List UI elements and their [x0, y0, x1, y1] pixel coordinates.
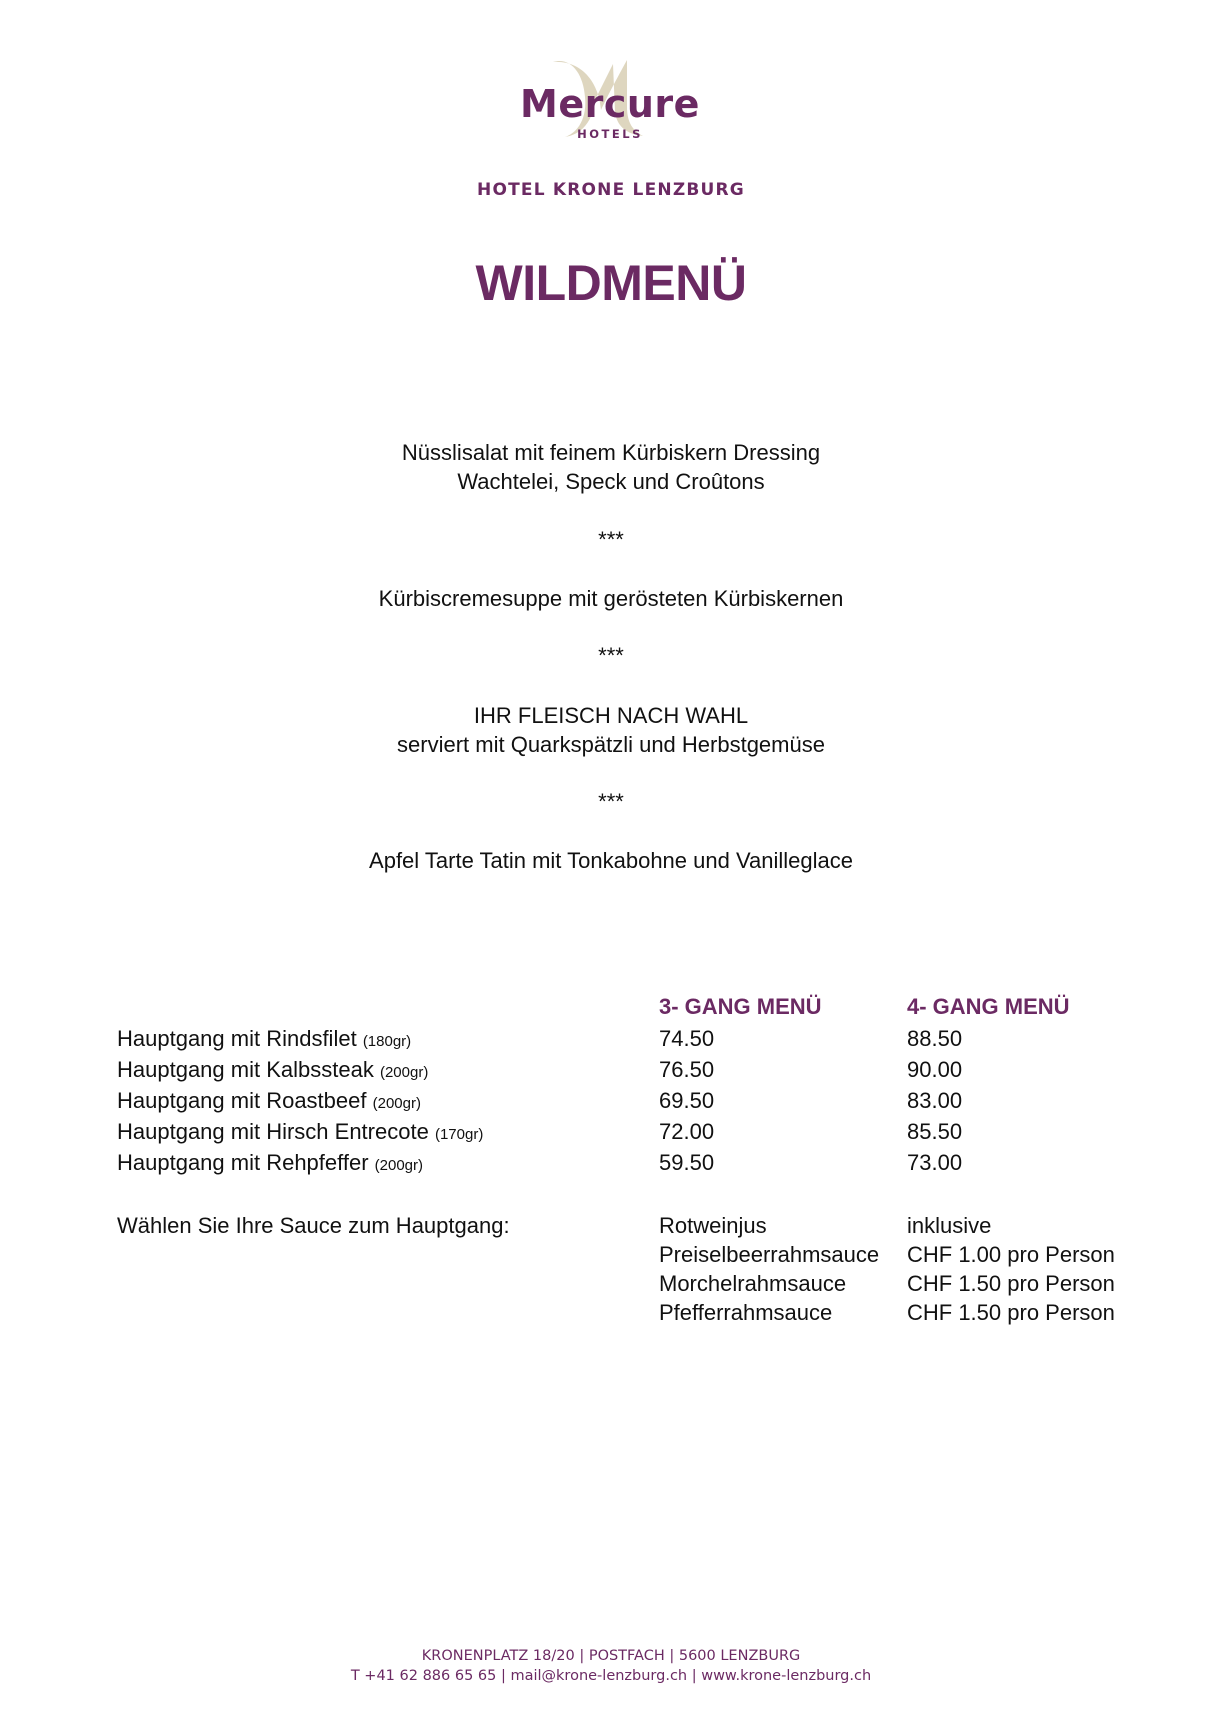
- sauce-name: Morchelrahmsauce: [659, 1271, 847, 1296]
- table-row-dish: [117, 1086, 421, 1119]
- sauce-name: Pfefferrahmsauce: [659, 1300, 833, 1325]
- course-main: [0, 701, 1222, 759]
- sauce-name: Rotweinjus: [659, 1213, 767, 1238]
- course-dessert: [0, 846, 1222, 875]
- price-3-gang: 74.50: [659, 1026, 715, 1051]
- dish-weight: (200gr): [374, 1157, 424, 1174]
- sauce-name: Preiselbeerrahmsauce: [659, 1242, 880, 1267]
- price-3-gang: 72.00: [659, 1119, 715, 1144]
- logo-brand-text: Mercure: [520, 82, 700, 126]
- course-line: IHR FLEISCH NACH WAHL: [473, 703, 749, 728]
- page-title: WILDMENÜ: [475, 255, 747, 311]
- table-row-dish: [117, 1148, 423, 1181]
- price-4-gang: 73.00: [907, 1150, 963, 1175]
- price-4-gang: 90.00: [907, 1057, 963, 1082]
- dish-weight: (170gr): [434, 1126, 484, 1143]
- dish-name: Hauptgang mit Hirsch Entrecote: [117, 1119, 429, 1144]
- header-4-gang: 4- GANG MENÜ: [907, 994, 1070, 1019]
- dish-weight: (200gr): [379, 1064, 429, 1081]
- course-line: serviert mit Quarkspätzli und Herbstgemüse: [397, 732, 825, 757]
- course-starter: [0, 438, 1222, 496]
- course-separator: ***: [598, 527, 624, 552]
- table-row-dish: [117, 1117, 483, 1150]
- price-4-gang: 83.00: [907, 1088, 963, 1113]
- course-line: Apfel Tarte Tatin mit Tonkabohne und Vanilleglace: [369, 848, 853, 873]
- price-4-gang: 88.50: [907, 1026, 963, 1051]
- price-4-gang: 85.50: [907, 1119, 963, 1144]
- dish-weight: (180gr): [362, 1033, 412, 1050]
- hotel-name: HOTEL KRONE LENZBURG: [477, 180, 745, 200]
- dish-name: Hauptgang mit Rehpfeffer: [117, 1150, 369, 1175]
- price-3-gang: 59.50: [659, 1150, 715, 1175]
- dish-weight: (200gr): [372, 1095, 421, 1112]
- course-soup: [0, 584, 1222, 613]
- footer-address: KRONENPLATZ 18/20 | POSTFACH | 5600 LENZBURG: [421, 1648, 801, 1664]
- course-line: Wachtelei, Speck und Croûtons: [457, 469, 765, 494]
- header-3-gang: 3- GANG MENÜ: [659, 994, 822, 1019]
- dish-name: Hauptgang mit Rindsfilet: [117, 1026, 357, 1051]
- dish-name: Hauptgang mit Kalbssteak: [117, 1057, 374, 1082]
- course-separator: ***: [598, 643, 624, 668]
- table-row-dish: [117, 1055, 428, 1088]
- sauce-price: CHF 1.00 pro Person: [907, 1242, 1115, 1267]
- logo-subtitle-text: HOTELS: [577, 127, 643, 141]
- sauce-price: CHF 1.50 pro Person: [907, 1271, 1115, 1296]
- footer-contact: T +41 62 886 65 65 | mail@krone-lenzburg.ch | www.krone-lenzburg.ch: [350, 1668, 872, 1684]
- course-separator: ***: [598, 789, 624, 814]
- table-row-dish: [117, 1024, 411, 1057]
- price-3-gang: 76.50: [659, 1057, 715, 1082]
- sauce-price: CHF 1.50 pro Person: [907, 1300, 1115, 1325]
- course-line: Kürbiscremesuppe mit gerösteten Kürbiskernen: [378, 586, 844, 611]
- dish-name: Hauptgang mit Roastbeef: [117, 1088, 367, 1113]
- sauce-price: inklusive: [907, 1213, 992, 1238]
- course-line: Nüsslisalat mit feinem Kürbiskern Dressing: [401, 440, 821, 465]
- sauce-label: Wählen Sie Ihre Sauce zum Hauptgang:: [117, 1213, 510, 1238]
- price-3-gang: 69.50: [659, 1088, 715, 1113]
